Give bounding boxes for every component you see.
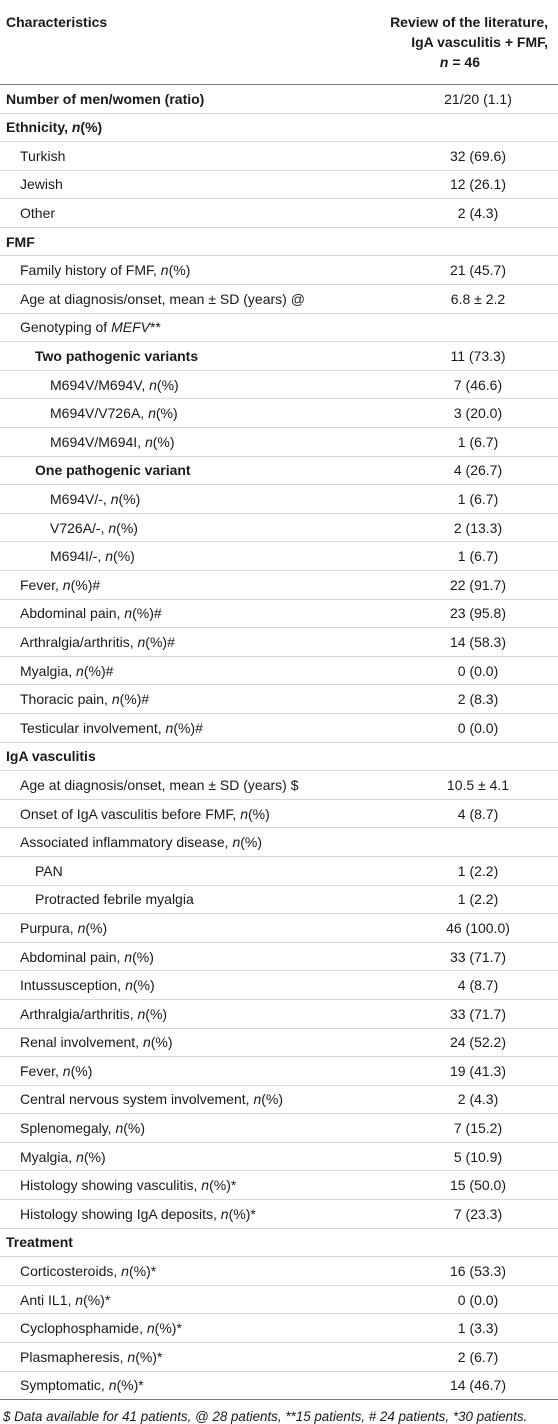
row-value: 3 (20.0) bbox=[338, 399, 558, 428]
row-label: Cyclophosphamide, n(%)* bbox=[0, 1314, 338, 1343]
table-row bbox=[0, 256, 558, 285]
row-value: 2 (6.7) bbox=[338, 1343, 558, 1372]
row-value: 33 (71.7) bbox=[338, 942, 558, 971]
table-row bbox=[0, 971, 558, 1000]
row-label: Anti IL1, n(%)* bbox=[0, 1285, 338, 1314]
table-row bbox=[0, 799, 558, 828]
table-row bbox=[0, 656, 558, 685]
row-label: Ethnicity, n(%) bbox=[0, 113, 338, 142]
table-row bbox=[0, 370, 558, 399]
table-row bbox=[0, 227, 558, 256]
row-value: 7 (23.3) bbox=[338, 1200, 558, 1229]
row-value: 1 (3.3) bbox=[338, 1314, 558, 1343]
row-value: 1 (6.7) bbox=[338, 485, 558, 514]
row-label: Testicular involvement, n(%)# bbox=[0, 713, 338, 742]
row-label: Other bbox=[0, 199, 338, 228]
row-value: 23 (95.8) bbox=[338, 599, 558, 628]
row-label: Age at diagnosis/onset, mean ± SD (years) @ bbox=[0, 285, 338, 314]
header-review-line1: Review of the literature, bbox=[390, 14, 548, 30]
row-label: Onset of IgA vasculitis before FMF, n(%) bbox=[0, 799, 338, 828]
table-row bbox=[0, 1228, 558, 1257]
row-label: Thoracic pain, n(%)# bbox=[0, 685, 338, 714]
row-value: 7 (46.6) bbox=[338, 370, 558, 399]
table-row bbox=[0, 685, 558, 714]
table-row bbox=[0, 84, 558, 113]
row-value: 0 (0.0) bbox=[338, 656, 558, 685]
table-row bbox=[0, 828, 558, 857]
row-label: One pathogenic variant bbox=[0, 456, 338, 485]
row-label: M694V/M694V, n(%) bbox=[0, 370, 338, 399]
row-value: 16 (53.3) bbox=[338, 1257, 558, 1286]
row-label: Fever, n(%)# bbox=[0, 571, 338, 600]
header-review-column bbox=[338, 0, 558, 84]
row-label: FMF bbox=[0, 227, 338, 256]
table-row bbox=[0, 1085, 558, 1114]
header-review-line2: IgA vasculitis + FMF, bbox=[411, 34, 548, 50]
table-row bbox=[0, 1057, 558, 1086]
row-label: Number of men/women (ratio) bbox=[0, 84, 338, 113]
table-row bbox=[0, 1142, 558, 1171]
table-row bbox=[0, 771, 558, 800]
table-row bbox=[0, 399, 558, 428]
row-label: Fever, n(%) bbox=[0, 1057, 338, 1086]
row-label: M694V/-, n(%) bbox=[0, 485, 338, 514]
row-label: Intussusception, n(%) bbox=[0, 971, 338, 1000]
row-value: 12 (26.1) bbox=[338, 170, 558, 199]
header-row bbox=[0, 0, 558, 84]
row-label: Central nervous system involvement, n(%) bbox=[0, 1085, 338, 1114]
row-label: Turkish bbox=[0, 142, 338, 171]
table-row bbox=[0, 1314, 558, 1343]
table-row bbox=[0, 342, 558, 371]
row-value bbox=[338, 227, 558, 256]
row-value bbox=[338, 113, 558, 142]
row-label: Genotyping of MEFV** bbox=[0, 313, 338, 342]
row-label: Purpura, n(%) bbox=[0, 914, 338, 943]
table-row bbox=[0, 1257, 558, 1286]
row-value: 1 (2.2) bbox=[338, 856, 558, 885]
row-label: M694V/V726A, n(%) bbox=[0, 399, 338, 428]
table-row bbox=[0, 542, 558, 571]
row-value: 4 (8.7) bbox=[338, 971, 558, 1000]
table-row bbox=[0, 571, 558, 600]
row-value: 32 (69.6) bbox=[338, 142, 558, 171]
row-label: M694I/-, n(%) bbox=[0, 542, 338, 571]
row-value: 0 (0.0) bbox=[338, 1285, 558, 1314]
row-value: 1 (2.2) bbox=[338, 885, 558, 914]
row-value: 15 (50.0) bbox=[338, 1171, 558, 1200]
table-row bbox=[0, 942, 558, 971]
row-value: 1 (6.7) bbox=[338, 428, 558, 457]
row-value: 10.5 ± 4.1 bbox=[338, 771, 558, 800]
row-value: 22 (91.7) bbox=[338, 571, 558, 600]
row-label: IgA vasculitis bbox=[0, 742, 338, 771]
table-row bbox=[0, 742, 558, 771]
row-value: 11 (73.3) bbox=[338, 342, 558, 371]
table-row bbox=[0, 513, 558, 542]
row-value: 1 (6.7) bbox=[338, 542, 558, 571]
row-label: V726A/-, n(%) bbox=[0, 513, 338, 542]
row-label: Symptomatic, n(%)* bbox=[0, 1371, 338, 1400]
table-row bbox=[0, 599, 558, 628]
row-value: 5 (10.9) bbox=[338, 1142, 558, 1171]
table-row bbox=[0, 1171, 558, 1200]
table-row bbox=[0, 199, 558, 228]
row-label: Abdominal pain, n(%)# bbox=[0, 599, 338, 628]
row-label: Histology showing IgA deposits, n(%)* bbox=[0, 1200, 338, 1229]
table-row bbox=[0, 313, 558, 342]
table-row bbox=[0, 1285, 558, 1314]
row-value: 21 (45.7) bbox=[338, 256, 558, 285]
row-label: Age at diagnosis/onset, mean ± SD (years) $ bbox=[0, 771, 338, 800]
table-footnote: $ Data available for 41 patients, @ 28 patients, **15 patients, # 24 patients, *30 patients. bbox=[3, 1409, 528, 1424]
row-label: Associated inflammatory disease, n(%) bbox=[0, 828, 338, 857]
table-body bbox=[0, 84, 558, 1400]
row-label: Arthralgia/arthritis, n(%)# bbox=[0, 628, 338, 657]
table-row bbox=[0, 170, 558, 199]
row-value: 33 (71.7) bbox=[338, 999, 558, 1028]
table-row bbox=[0, 713, 558, 742]
row-label: Myalgia, n(%)# bbox=[0, 656, 338, 685]
row-value: 6.8 ± 2.2 bbox=[338, 285, 558, 314]
row-value: 19 (41.3) bbox=[338, 1057, 558, 1086]
table-row bbox=[0, 1343, 558, 1372]
row-value: 14 (58.3) bbox=[338, 628, 558, 657]
table-row bbox=[0, 113, 558, 142]
row-label: Corticosteroids, n(%)* bbox=[0, 1257, 338, 1286]
row-value: 2 (8.3) bbox=[338, 685, 558, 714]
row-value: 4 (8.7) bbox=[338, 799, 558, 828]
table-row bbox=[0, 628, 558, 657]
row-label: Jewish bbox=[0, 170, 338, 199]
row-value: 46 (100.0) bbox=[338, 914, 558, 943]
row-label: Two pathogenic variants bbox=[0, 342, 338, 371]
row-label: Histology showing vasculitis, n(%)* bbox=[0, 1171, 338, 1200]
row-value: 2 (4.3) bbox=[338, 199, 558, 228]
row-label: M694V/M694I, n(%) bbox=[0, 428, 338, 457]
table-row bbox=[0, 485, 558, 514]
table-row bbox=[0, 1200, 558, 1229]
row-label: Splenomegaly, n(%) bbox=[0, 1114, 338, 1143]
row-value: 2 (4.3) bbox=[338, 1085, 558, 1114]
row-value bbox=[338, 313, 558, 342]
table-row bbox=[0, 142, 558, 171]
table-row bbox=[0, 1114, 558, 1143]
table-row bbox=[0, 428, 558, 457]
table-row bbox=[0, 999, 558, 1028]
row-value: 0 (0.0) bbox=[338, 713, 558, 742]
table-row bbox=[0, 914, 558, 943]
table-row bbox=[0, 1371, 558, 1400]
row-value bbox=[338, 1228, 558, 1257]
table-header bbox=[0, 0, 558, 84]
row-label: Treatment bbox=[0, 1228, 338, 1257]
row-label: Abdominal pain, n(%) bbox=[0, 942, 338, 971]
row-label: PAN bbox=[0, 856, 338, 885]
table-row bbox=[0, 285, 558, 314]
row-value: 7 (15.2) bbox=[338, 1114, 558, 1143]
table-row bbox=[0, 456, 558, 485]
table-row bbox=[0, 885, 558, 914]
row-label: Renal involvement, n(%) bbox=[0, 1028, 338, 1057]
row-value bbox=[338, 828, 558, 857]
row-value: 2 (13.3) bbox=[338, 513, 558, 542]
row-label: Myalgia, n(%) bbox=[0, 1142, 338, 1171]
header-review-line3: n = 46 bbox=[439, 54, 480, 70]
row-label: Protracted febrile myalgia bbox=[0, 885, 338, 914]
row-label: Family history of FMF, n(%) bbox=[0, 256, 338, 285]
row-value: 4 (26.7) bbox=[338, 456, 558, 485]
row-label: Plasmapheresis, n(%)* bbox=[0, 1343, 338, 1372]
row-value: 14 (46.7) bbox=[338, 1371, 558, 1400]
row-value: 21/20 (1.1) bbox=[338, 84, 558, 113]
row-value bbox=[338, 742, 558, 771]
table-row bbox=[0, 856, 558, 885]
header-characteristics: Characteristics bbox=[0, 0, 338, 84]
row-label: Arthralgia/arthritis, n(%) bbox=[0, 999, 338, 1028]
row-value: 24 (52.2) bbox=[338, 1028, 558, 1057]
table-row bbox=[0, 1028, 558, 1057]
